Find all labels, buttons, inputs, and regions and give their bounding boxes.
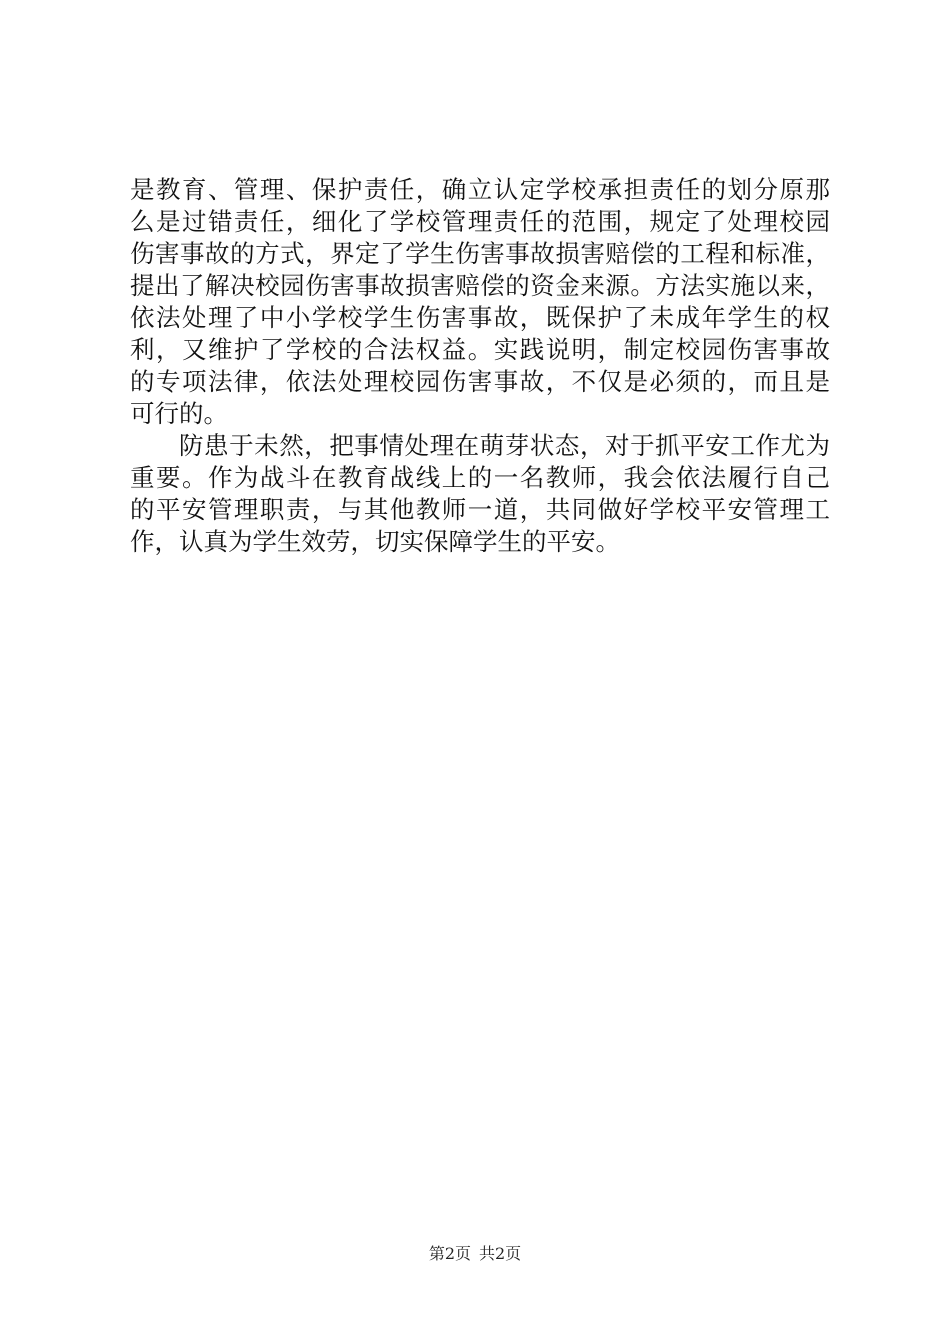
paragraph-1-line-7: 的专项法律，依法处理校园伤害事故，不仅是必须的，而且是 [130,367,830,396]
paragraph-1-line-2: 么是过错责任，细化了学校管理责任的范围，规定了处理校园 [130,207,830,236]
page-number-current: 第2页 [428,1244,471,1263]
paragraph-2-line-4: 作，认真为学生效劳，切实保障学生的平安。 [130,527,620,556]
page-footer [0,1243,950,1265]
paragraph-2-line-3: 的平安管理职责，与其他教师一道，共同做好学校平安管理工 [130,495,830,524]
paragraph-1-line-8: 可行的。 [130,399,228,428]
paragraph-2-line-2: 重要。作为战斗在教育战线上的一名教师，我会依法履行自己 [130,463,830,492]
paragraph-1-line-6: 利，又维护了学校的合法权益。实践说明，制定校园伤害事故 [130,335,830,364]
paragraph-1-line-1: 是教育、管理、保护责任，确立认定学校承担责任的划分原那 [130,175,830,204]
paragraph-1-line-5: 依法处理了中小学校学生伤害事故，既保护了未成年学生的权 [130,303,830,332]
paragraph-1-line-3: 伤害事故的方式，界定了学生伤害事故损害赔偿的工程和标准， [130,239,830,268]
document-body [130,174,830,558]
page-number-total: 共2页 [479,1244,522,1263]
paragraph-1-line-4: 提出了解决校园伤害事故损害赔偿的资金来源。方法实施以来， [130,271,830,300]
paragraph-2-line-1: 防患于未然，把事情处理在萌芽状态，对于抓平安工作尤为 [179,431,830,460]
